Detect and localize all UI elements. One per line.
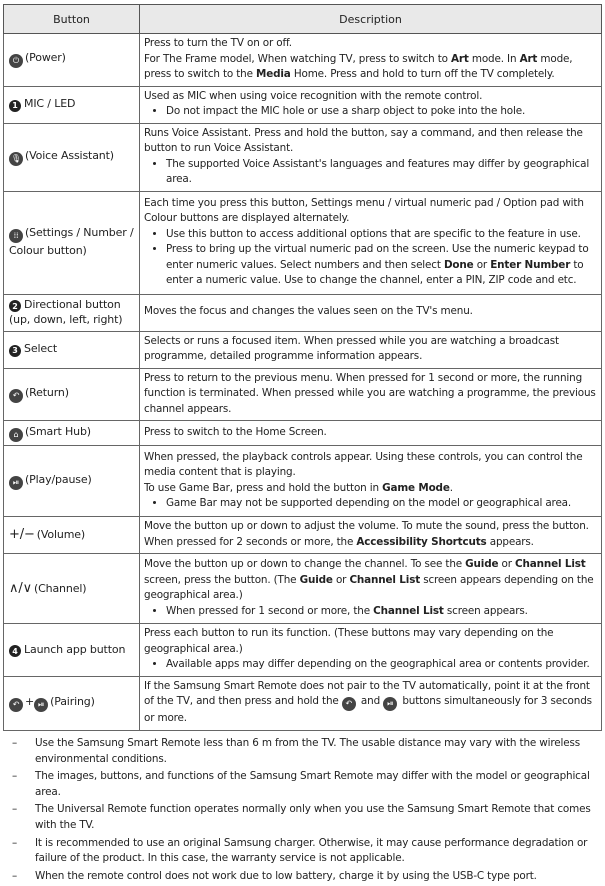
play-pause-icon: ⏯: [34, 698, 48, 712]
callout-4-icon: 4: [9, 645, 21, 657]
description-cell: Used as MIC when using voice recognition with the remote control. • Do not impact the MIC hole or use a sharp object to poke into the hole.: [140, 86, 602, 123]
button-cell: 1 MIC / LED: [4, 86, 140, 123]
callout-3-icon: 3: [9, 345, 21, 357]
button-cell: ∧/∨ (Channel): [4, 554, 140, 624]
notes-list: [10, 736, 600, 886]
microphone-icon: 🎙: [9, 152, 23, 166]
list-item: – Use the Samsung Smart Remote less than 6 m from the TV. The usable distance may vary with the wireless environmental conditions.: [10, 736, 600, 767]
table-row: [4, 86, 602, 123]
return-icon: ↶: [9, 698, 23, 712]
button-cell: +/− (Volume): [4, 517, 140, 554]
button-cell: ⌂ (Smart Hub): [4, 421, 140, 446]
description-cell: Move the button up or down to change the channel. To see the Guide or Channel List screen, press the button. (The Guide or Channel List screen appears depending on the geographical area.) • When pressed for 1 second or more, the Channel List screen appears.: [140, 554, 602, 624]
list-item: – The Universal Remote function operates normally only when you use the Samsung Smart Remote that comes with the TV.: [10, 802, 600, 833]
description-cell: Press to turn the TV on or off. For The Frame model, When watching TV, press to switch to Art mode. In Art mode, press to switch to the Media Home. Press and hold to turn off the TV completely.: [140, 34, 602, 87]
table-row: [4, 446, 602, 517]
description-cell: Moves the focus and changes the values seen on the TV's menu.: [140, 294, 602, 331]
volume-icon: +/−: [9, 527, 35, 542]
button-cell: ⏻ (Power): [4, 34, 140, 87]
description-cell: Move the button up or down to adjust the volume. To mute the sound, press the button. When pressed for 2 seconds or more, the Accessibility Shortcuts appears.: [140, 517, 602, 554]
table-row: [4, 191, 602, 294]
list-item: – It is recommended to use an original Samsung charger. Otherwise, it may cause performance degradation or failure of the product. In this case, the warranty service is not applicable.: [10, 836, 600, 867]
table-row: [4, 421, 602, 446]
header-description: Description: [140, 5, 602, 34]
table-row: [4, 123, 602, 191]
return-icon: ↶: [342, 697, 356, 711]
callout-1-icon: 1: [9, 100, 21, 112]
button-cell: 4 Launch app button: [4, 624, 140, 677]
description-cell: Press each button to run its function. (These buttons may vary depending on the geographical area.) • Available apps may differ depending on the geographical area or contents provider.: [140, 624, 602, 677]
play-pause-icon: ⏯: [9, 476, 23, 490]
play-pause-icon: ⏯: [383, 697, 397, 711]
table-row: [4, 294, 602, 331]
table-header-row: [4, 5, 602, 34]
power-icon: ⏻: [9, 54, 23, 68]
description-cell: If the Samsung Smart Remote does not pair to the TV automatically, point it at the front of the TV, and then press and hold the ↶ and ⏯ buttons simultaneously for 3 seconds or more.: [140, 676, 602, 730]
return-icon: ↶: [9, 389, 23, 403]
description-cell: When pressed, the playback controls appear. Using these controls, you can control the media content that is playing. To use Game Bar, press and hold the button in Game Mode. • Game Bar may not be supported depending on the model or geographical area.: [140, 446, 602, 517]
description-cell: Press to switch to the Home Screen.: [140, 421, 602, 446]
table-row: [4, 624, 602, 677]
table-row: [4, 676, 602, 730]
list-item: – When the remote control does not work due to low battery, charge it by using the USB-C type port.: [10, 869, 600, 885]
button-cell: 3 Select: [4, 331, 140, 368]
channel-icon: ∧/∨: [9, 580, 32, 596]
description-cell: Runs Voice Assistant. Press and hold the button, say a command, and then release the button to run Voice Assistant. • The supported Voice Assistant's languages and features may differ by geographical area.: [140, 123, 602, 191]
table-row: [4, 34, 602, 87]
remote-buttons-table: [3, 4, 602, 731]
settings-number-icon: ⁞⁞: [9, 229, 23, 243]
table-row: [4, 368, 602, 421]
header-button: Button: [4, 5, 140, 34]
description-cell: Press to return to the previous menu. When pressed for 1 second or more, the running function is terminated. When pressed while you are watching a programme, the previous channel appears.: [140, 368, 602, 421]
button-cell: ⁞⁞ (Settings / Number / Colour button): [4, 191, 140, 294]
callout-2-icon: 2: [9, 300, 21, 312]
button-cell: ⏯ (Play/pause): [4, 446, 140, 517]
button-cell: 2 Directional button (up, down, left, right): [4, 294, 140, 331]
description-cell: Each time you press this button, Settings menu / virtual numeric pad / Option pad with Colour buttons are displayed alternately. • Use this button to access additional options that are specific to the feature in use. • Press to bring up the virtual numeric pad on the screen. Use the numeric keypad to enter numeric values. Select numbers and then select Done or Enter Number to enter a numeric value. Use to change the channel, enter a PIN, ZIP code and etc.: [140, 191, 602, 294]
description-cell: Selects or runs a focused item. When pressed while you are watching a broadcast programme, detailed programme information appears.: [140, 331, 602, 368]
home-icon: ⌂: [9, 428, 23, 442]
table-row: [4, 554, 602, 624]
button-cell: ↶ (Return): [4, 368, 140, 421]
table-row: [4, 517, 602, 554]
list-item: – The images, buttons, and functions of the Samsung Smart Remote may differ with the model or geographical area.: [10, 769, 600, 800]
button-cell: 🎙 (Voice Assistant): [4, 123, 140, 191]
table-row: [4, 331, 602, 368]
button-cell: ↶ + ⏯ (Pairing): [4, 676, 140, 730]
